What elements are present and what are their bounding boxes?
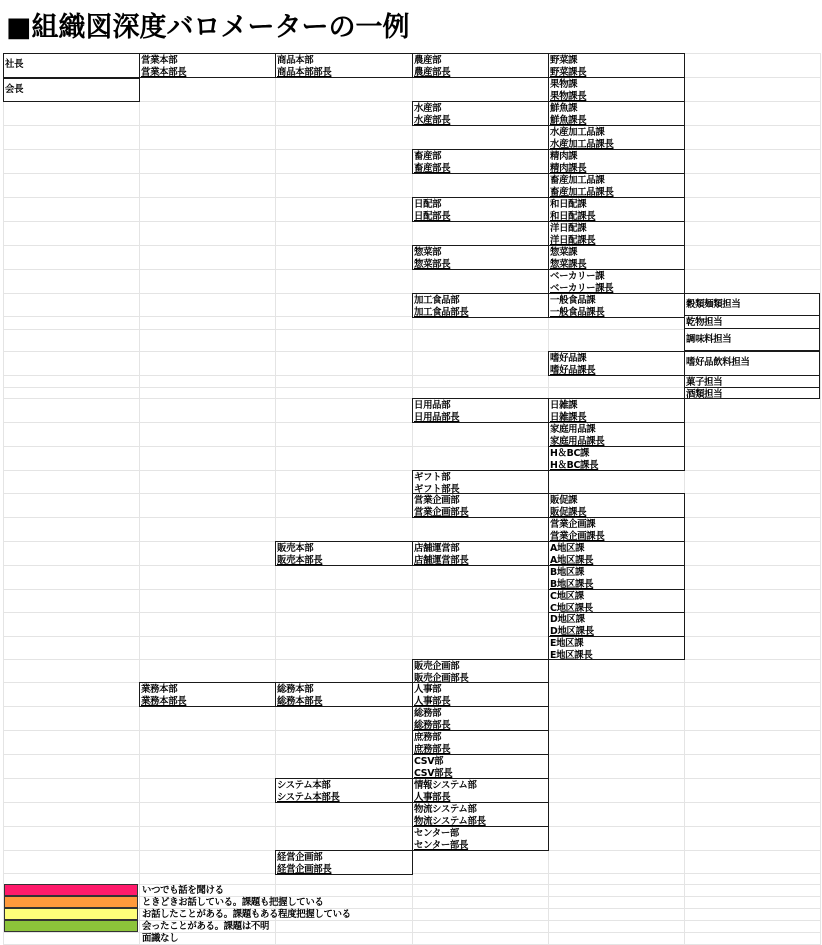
org-cell-gift[interactable]: ギフト部 ギフト部長 xyxy=(412,470,549,494)
org-cell-sundries[interactable]: 日雑課 日雑課長 xyxy=(548,398,685,423)
org-cell-system-hq[interactable]: システム本部 システム本部長 xyxy=(275,778,413,803)
org-cell-fresh-fish[interactable]: 鮮魚課 鮮魚課長 xyxy=(548,101,685,126)
legend-swatch-orange xyxy=(4,896,138,908)
org-cell-fish-processed[interactable]: 水産加工品課 水産加工品課長 xyxy=(548,125,685,150)
org-cell-household[interactable]: 家庭用品課 家庭用品課長 xyxy=(548,422,685,447)
gridline-vertical xyxy=(275,53,276,944)
org-cell-japanese-daily[interactable]: 和日配課 和日配課長 xyxy=(548,197,685,222)
org-cell-corporate-planning[interactable]: 経営企画部 経営企画部長 xyxy=(275,850,413,875)
org-cell-agriculture[interactable]: 農産部 農産部長 xyxy=(412,53,549,78)
legend-label: 会ったことがある。課題は不明 xyxy=(142,921,270,932)
org-cell-daily-goods[interactable]: 日用品部 日用品部長 xyxy=(412,398,549,423)
org-cell-fishery[interactable]: 水産部 水産部長 xyxy=(412,101,549,126)
legend-swatch-green xyxy=(4,920,138,932)
org-cell-human-resources[interactable]: 人事部 人事部長 xyxy=(412,682,549,707)
org-cell-dried-goods[interactable]: 乾物担当 xyxy=(684,315,820,329)
org-cell-area-e[interactable]: E地区課 E地区課長 xyxy=(548,636,685,660)
org-cell-livestock[interactable]: 畜産部 畜産部長 xyxy=(412,149,549,174)
org-cell-store-operations[interactable]: 店舗運営部 店舗運営部長 xyxy=(412,541,549,566)
org-cell-president[interactable]: 社長 xyxy=(3,53,140,78)
org-cell-livestock-processed[interactable]: 畜産加工品課 畜産加工品課長 xyxy=(548,173,685,198)
page-title: ■組織図深度バロメーターの一例 xyxy=(6,12,410,43)
gridline-horizontal xyxy=(3,932,821,933)
gridline-vertical xyxy=(139,53,140,944)
org-cell-promotion[interactable]: 販促課 販促課長 xyxy=(548,493,685,518)
org-cell-hbc[interactable]: H＆BC課 H＆BC課長 xyxy=(548,446,685,471)
org-cell-fruit[interactable]: 果物課 果物課長 xyxy=(548,77,685,102)
org-cell-center[interactable]: センター部 センター部長 xyxy=(412,826,549,851)
org-cell-general-food[interactable]: 一般食品課 一般食品課長 xyxy=(548,293,685,318)
org-cell-area-a[interactable]: A地区課 A地区課長 xyxy=(548,541,685,566)
org-cell-confectionery[interactable]: 菓子担当 xyxy=(684,375,820,388)
org-cell-business-hq[interactable]: 業務本部 業務本部長 xyxy=(139,682,276,707)
legend-swatch-pink xyxy=(4,884,138,896)
legend-label: ときどきお話している。課題も把握している xyxy=(142,897,324,908)
org-cell-deli-section[interactable]: 惣菜課 惣菜課長 xyxy=(548,245,685,270)
org-cell-chairman[interactable]: 会長 xyxy=(3,78,140,102)
org-cell-liquor[interactable]: 酒類担当 xyxy=(684,387,820,399)
org-cell-meat[interactable]: 精肉課 精肉課長 xyxy=(548,149,685,174)
org-cell-sales-planning-2[interactable]: 販売企画部 販売企画部長 xyxy=(412,659,549,683)
org-cell-sales-division[interactable]: 販売本部 販売本部長 xyxy=(275,541,413,566)
gridline-vertical xyxy=(3,53,4,944)
org-cell-vegetables[interactable]: 野菜課 野菜課長 xyxy=(548,53,685,78)
org-cell-processed-food[interactable]: 加工食品部 加工食品部長 xyxy=(412,293,549,318)
org-cell-grain-noodles[interactable]: 穀類麺類担当 xyxy=(684,293,820,316)
org-cell-luxury-beverage[interactable]: 嗜好品飲料担当 xyxy=(684,351,820,376)
org-cell-merchandise-hq[interactable]: 商品本部 商品本部部長 xyxy=(275,53,413,78)
legend-label: 面識なし xyxy=(142,933,179,944)
org-cell-sales-planning-section[interactable]: 営業企画課 営業企画課長 xyxy=(548,517,685,542)
legend-label: お話したことがある。課題もある程度把握している xyxy=(142,909,351,920)
gridline-horizontal xyxy=(3,636,821,637)
org-cell-general-affairs-hq[interactable]: 総務本部 総務本部長 xyxy=(275,682,413,707)
org-cell-area-b[interactable]: B地区課 B地区課長 xyxy=(548,565,685,590)
org-cell-administration[interactable]: 庶務部 庶務部長 xyxy=(412,730,549,755)
legend-swatch-yellow xyxy=(4,908,138,920)
org-cell-western-daily[interactable]: 洋日配課 洋日配課長 xyxy=(548,221,685,246)
gridline-vertical xyxy=(820,53,821,944)
org-cell-csv[interactable]: CSV部 CSV部長 xyxy=(412,754,549,779)
org-cell-sales-hq[interactable]: 営業本部 営業本部長 xyxy=(139,53,276,78)
org-cell-area-c[interactable]: C地区課 C地区課長 xyxy=(548,589,685,613)
legend-label: いつでも話を聞ける xyxy=(142,885,224,896)
org-cell-area-d[interactable]: D地区課 D地区課長 xyxy=(548,612,685,637)
gridline-horizontal xyxy=(3,612,821,613)
org-cell-info-systems[interactable]: 情報システム部 人事部長 xyxy=(412,778,549,803)
org-cell-daily[interactable]: 日配部 日配部長 xyxy=(412,197,549,222)
org-cell-bakery[interactable]: ベーカリー課 ベーカリー課長 xyxy=(548,269,685,294)
org-cell-general-affairs[interactable]: 総務部 総務部長 xyxy=(412,706,549,731)
gridline-horizontal xyxy=(3,446,821,447)
org-cell-logistics-systems[interactable]: 物流システム部 物流システム部長 xyxy=(412,802,549,827)
org-cell-luxury-goods[interactable]: 嗜好品課 嗜好品課長 xyxy=(548,351,685,376)
org-cell-deli[interactable]: 惣菜部 惣菜部長 xyxy=(412,245,549,270)
org-cell-sales-planning[interactable]: 営業企画部 営業企画部長 xyxy=(412,493,549,518)
org-cell-seasoning[interactable]: 調味料担当 xyxy=(684,328,820,351)
gridline-horizontal xyxy=(3,589,821,590)
